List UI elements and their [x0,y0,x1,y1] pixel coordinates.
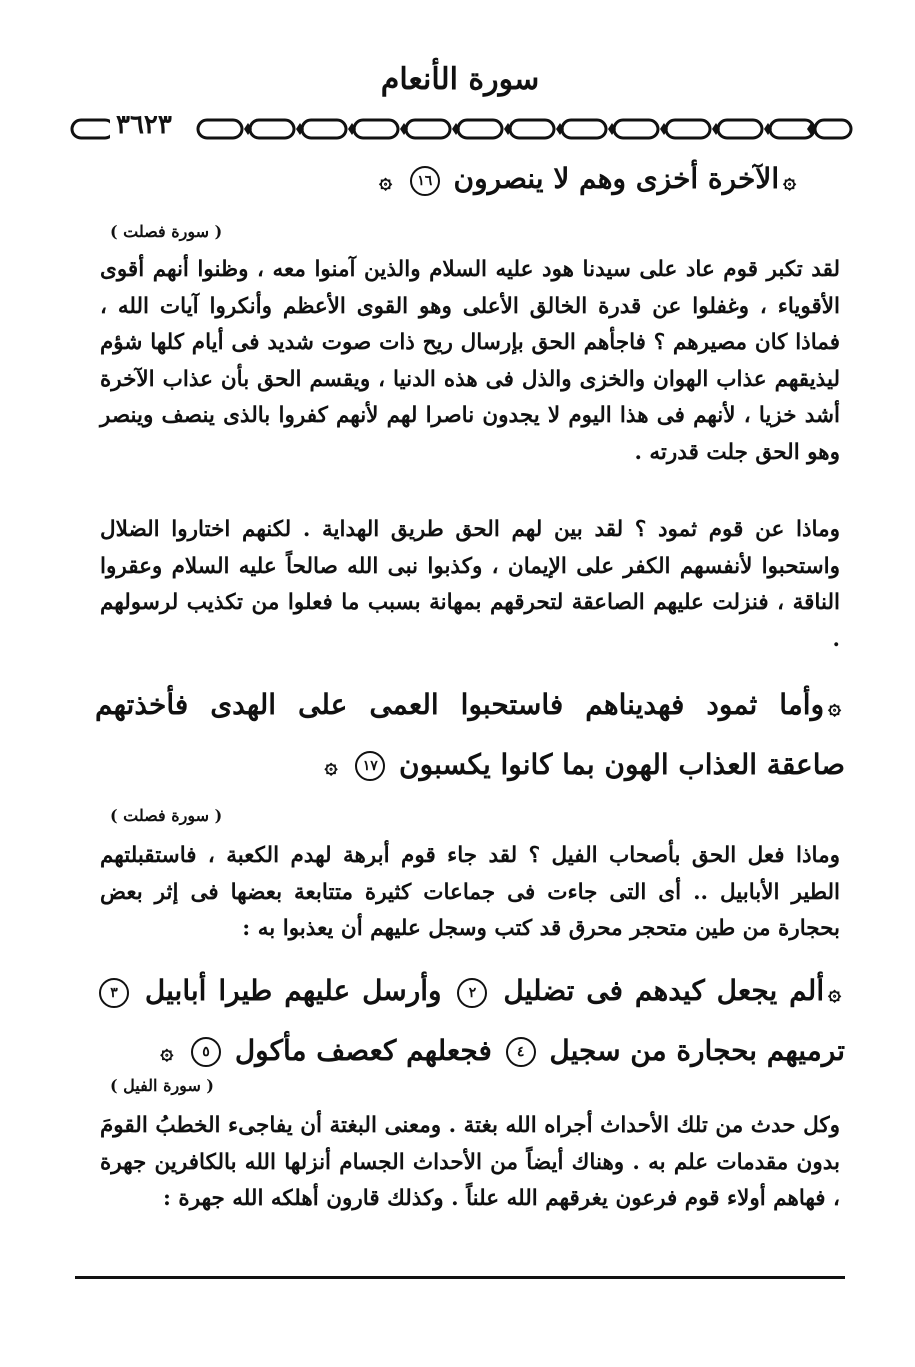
ayah-number: ٥ [191,1037,221,1067]
verse-text: ألم يجعل كيدهم فى تضليل [503,974,825,1007]
verse-ornament-icon: ۞ [783,167,796,194]
verse-text: الآخرة أخزى وهم لا ينصرون [453,162,780,195]
paragraph: وماذا عن قوم ثمود ؟ لقد بين لهم الحق طريق الهداية . لكنهم اختاروا الضلال واستحبوا لأنفسهم الكفر على الإيمان ، وكذبوا نبى الله صالحاً عليه السلام وعقروا الناقة ، فنزلت عليهم الصاعقة لتحرقهم بمهانة بسبب ما فعلوا من تكذيب لرسولهم . [100,517,840,652]
paragraph: لقد تكبر قوم عاد على سيدنا هود عليه السلام والذين آمنوا معه ، وظنوا أنهم أقوى الأقوياء ، وغفلوا عن قدرة الخالق الأعلى وهو القوى الأعظم وأنكروا آيات الله ، فماذا كان مصيرهم ؟ فاجأهم الحق بإرسال ريح ذات صوت شديد فى أيام كلها شؤم ليذيقهم عذاب الهوان والخزى والذل فى هذه الدنيا ، ويقسم الحق بأن عذاب الآخرة أشد خزيا ، لأنهم فى هذا اليوم لا يجدون ناصرا لهم لأنهم كفروا بالذى ينصف وينصر وهو الحق جلت قدرته . [100,257,840,465]
ayah-number: ٤ [506,1037,536,1067]
verse-text: فجعلهم كعصف مأكول [234,1033,492,1067]
verse-source: ( سورة الفيل ) [110,1076,214,1095]
verse-source: ( سورة فصلت ) [110,222,223,241]
verse-text: وأرسل عليهم طيرا أبابيل [144,974,442,1007]
verse-text: وأما ثمود فهديناهم فاستحبوا العمى على الهدى فأخذتهم صاعقة العذاب الهون بما كانوا يكسبون [95,688,845,781]
verse-ornament-icon: ۞ [828,693,841,720]
quran-verse-2 [95,676,845,795]
ayah-number: ١٦ [410,166,440,196]
ayah-number: ٣ [99,978,129,1008]
verse-text: ترميهم بحجارة من سجيل [549,1033,845,1067]
paragraph: وكل حدث من تلك الأحداث أجراه الله بغتة . ومعنى البغتة أن يفاجىء الخطبُ القومَ بدون مقدمات علم به . وهناك أيضاً من الأحداث الجسام أنزلها الله بالكافرين جهرة ، فهاهم أولاء قوم فرعون يغرقهم الله علناً . وكذلك قارون أهلكه الله جهرة : [100,1113,840,1211]
verse-ornament-icon: ۞ [828,979,842,1006]
verse-ornament-icon: ۞ [379,167,393,194]
verse-source: ( سورة فصلت ) [110,806,223,825]
verse-ornament-icon: ۞ [160,1039,174,1065]
quran-verse-3 [95,962,845,1081]
quran-verse-1 [200,150,800,210]
ayah-number: ٢ [457,978,487,1008]
paragraph: وماذا فعل الحق بأصحاب الفيل ؟ لقد جاء قوم أبرهة لهدم الكعبة ، فاستقبلتهم الطير الأبابيل .. أى التى جاءت فى جماعات كثيرة متتابعة بعضها فى إثر بعض بحجارة من طين متحجر محرق قد كتب وسجل عليهم أن يعذبوا به : [100,843,840,941]
surah-title: سورة الأنعام [380,62,540,97]
ayah-number: ١٧ [355,751,385,781]
page-number: ٣٦٢٣ [110,110,178,140]
verse-ornament-icon: ۞ [324,753,338,779]
bottom-divider [75,1276,845,1279]
ornament-divider [70,112,855,146]
